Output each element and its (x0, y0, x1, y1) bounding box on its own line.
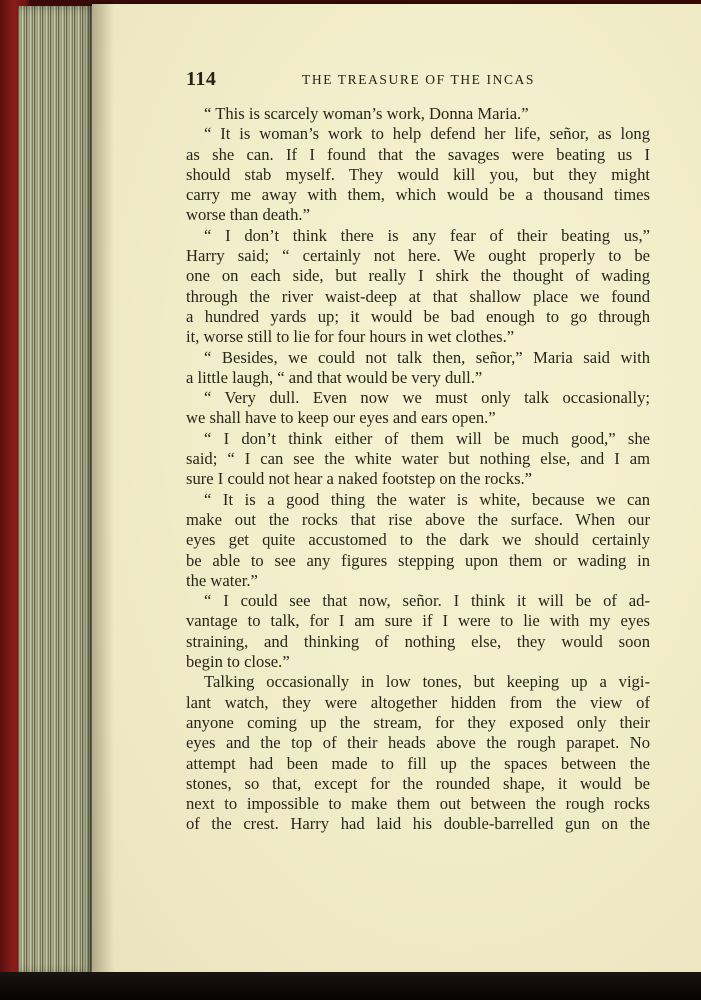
text-line: of the crest. Harry had laid his double-barrelled gun on the (186, 814, 650, 834)
text-line: carry me away with them, which would be a thousand times (186, 185, 650, 205)
page-edges (18, 6, 98, 974)
text-line: through the river waist-deep at that shallow place we found (186, 286, 650, 306)
text-line: “ Very dull. Even now we must only talk occasionally; (204, 388, 650, 408)
text-line: begin to close.” (186, 652, 290, 672)
text-line: “ It is woman’s work to help defend her life, señor, as long (204, 124, 650, 144)
text-line: “ Besides, we could not talk then, señor,” Maria said with (204, 347, 650, 367)
text-line: “ I could see that now, señor. I think it will be of ad- (204, 591, 650, 611)
text-line: stones, so that, except for the rounded shape, it would be (186, 773, 650, 793)
text-line: sure I could not hear a naked footstep on the rocks.” (186, 469, 533, 489)
text-line: worse than death.” (186, 205, 310, 225)
text-line: eyes get quite accustomed to the dark we should certainly (186, 530, 650, 550)
text-line: a hundred yards up; it would be bad enough to go through (186, 306, 650, 326)
text-line: “ I don’t think there is any fear of their beating us,” (204, 225, 650, 245)
text-line: one on each side, but really I shirk the thought of wading (186, 266, 650, 286)
text-line: Harry said; “ certainly not here. We ought properly to be (186, 246, 650, 266)
text-line: be able to see any figures stepping upon them or wading in (186, 550, 650, 570)
text-line: “ This is scarcely woman’s work, Donna Maria.” (204, 104, 529, 123)
text-line: should stab myself. They would kill you, but they might (186, 164, 650, 184)
text-line: “ It is a good thing the water is white, because we can (204, 489, 650, 509)
text-line: “ I don’t think either of them will be much good,” she (204, 428, 650, 448)
page-header (186, 66, 650, 94)
text-line: said; “ I can see the white water but nothing else, and I am (186, 449, 650, 469)
text-line: attempt had been made to fill up the spaces between the (186, 753, 650, 773)
text-line: straining, and thinking of nothing else, they would soon (186, 631, 650, 651)
running-head: THE TREASURE OF THE INCAS (302, 72, 536, 87)
gutter-shadow (92, 4, 114, 972)
text-line: Talking occasionally in low tones, but keeping up a vigi- (204, 672, 650, 692)
text-line: as she can. If I found that the savages were beating us I (186, 144, 650, 164)
text-line: lant watch, they were altogether hidden from the view of (186, 692, 650, 712)
text-line: we shall have to keep our eyes and ears open.” (186, 408, 496, 428)
bottom-edge (0, 972, 701, 1000)
text-line: the water.” (186, 570, 258, 590)
text-line: a little laugh, “ and that would be very dull.” (186, 367, 483, 387)
text-line: eyes and the top of their heads above the rough parapet. No (186, 733, 650, 753)
text-line: it, worse still to lie for four hours in wet clothes.” (186, 327, 515, 347)
text-line: make out the rocks that rise above the surface. When our (186, 509, 650, 529)
text-body (186, 104, 650, 835)
page-number: 114 (186, 68, 217, 90)
text-line: next to impossible to make them out between the rough rocks (186, 794, 650, 814)
text-line: vantage to talk, for I am sure if I were to lie with my eyes (186, 611, 650, 631)
text-line: anyone coming up the stream, for they exposed only their (186, 712, 650, 732)
